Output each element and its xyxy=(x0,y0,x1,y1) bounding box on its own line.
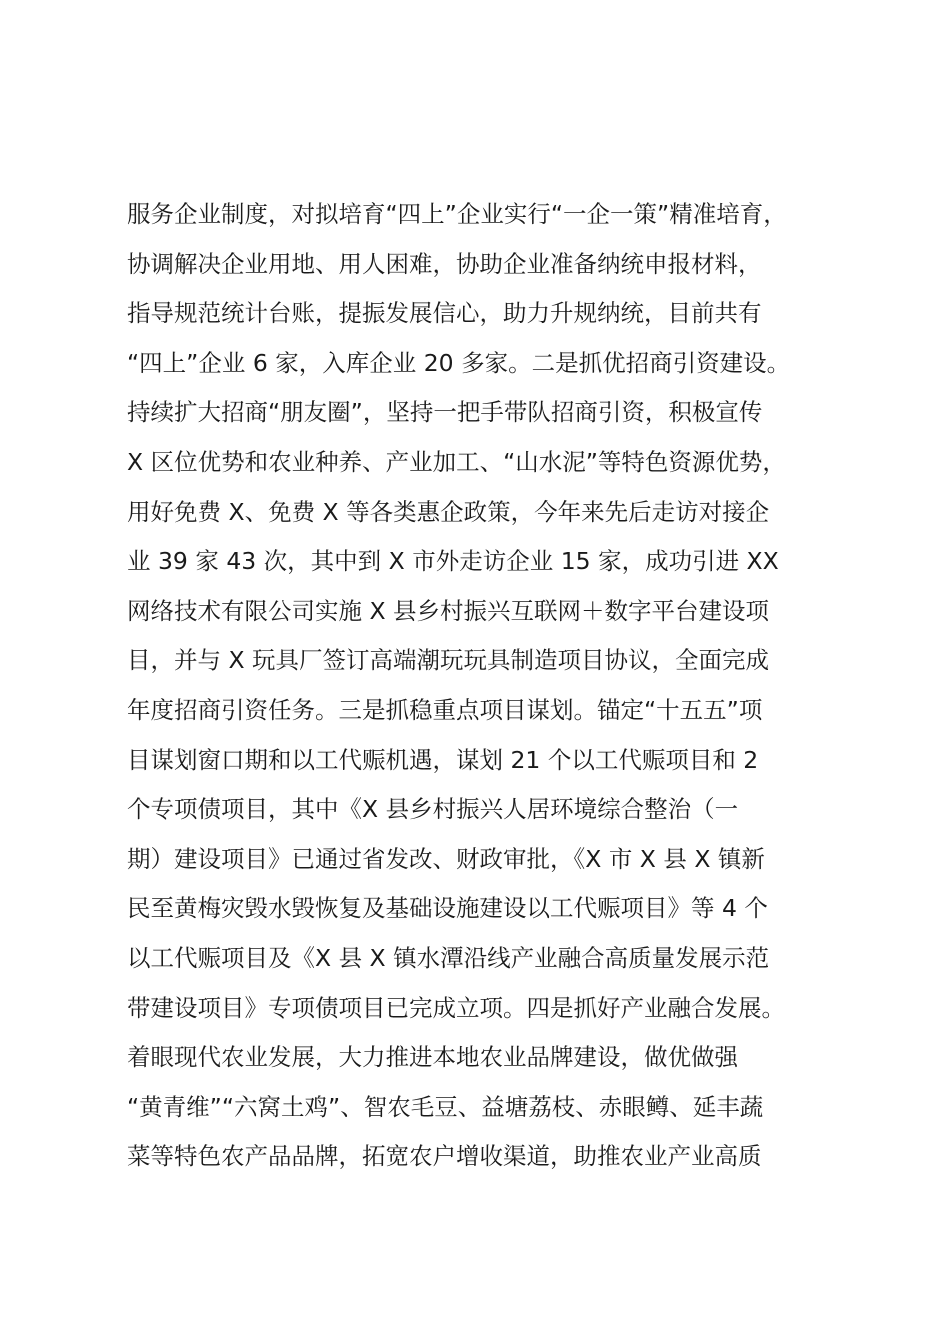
text-line-16: 以工代赈项目及《X 县 X 镇水潭沿线产业融合高质量发展示范 xyxy=(127,943,770,972)
text-line-10: 目，并与 X 玩具厂签订高端潮玩玩具制造项目协议，全面完成 xyxy=(127,646,770,675)
text-line-8: 业 39 家 43 次，其中到 X 市外走访企业 15 家，成功引进 XX xyxy=(127,547,779,576)
text-line-20: 菜等特色农产品品牌，拓宽农户增收渠道，助推农业产业高质 xyxy=(127,1142,762,1171)
text-line-15: 民至黄梅灾毁水毁恢复及基础设施建设以工代赈项目》等 4 个 xyxy=(127,894,768,923)
text-line-17: 带建设项目》专项债项目已完成立项。四是抓好产业融合发展。 xyxy=(127,993,785,1022)
body-paragraph xyxy=(127,190,857,1182)
text-line-2: 协调解决企业用地、用人困难，协助企业准备纳统申报材料， xyxy=(127,249,762,278)
text-line-11: 年度招商引资任务。三是抓稳重点项目谋划。锚定“十五五”项 xyxy=(127,695,763,724)
text-line-5: 持续扩大招商“朋友圈”，坚持一把手带队招商引资，积极宣传 xyxy=(127,398,763,427)
text-line-14: 期）建设项目》已通过省发改、财政审批，《X 市 X 县 X 镇新 xyxy=(127,844,765,873)
text-line-7: 用好免费 X、免费 X 等各类惠企政策，今年来先后走访对接企 xyxy=(127,497,770,526)
text-line-9: 网络技术有限公司实施 X 县乡村振兴互联网＋数字平台建设项 xyxy=(127,596,770,625)
text-line-4: “四上”企业 6 家，入库企业 20 多家。二是抓优招商引资建设。 xyxy=(127,348,791,377)
text-line-19: “黄青维”“六窝土鸡”、智农毛豆、益塘荔枝、赤眼鳟、延丰蔬 xyxy=(127,1092,764,1121)
text-line-6: X 区位优势和农业种养、产业加工、“山水泥”等特色资源优势， xyxy=(127,447,786,476)
text-line-18: 着眼现代农业发展，大力推进本地农业品牌建设，做优做强 xyxy=(127,1043,738,1072)
text-line-12: 目谋划窗口期和以工代赈机遇，谋划 21 个以工代赈项目和 2 xyxy=(127,745,759,774)
text-line-13: 个专项债项目，其中《X 县乡村振兴人居环境综合整治（一 xyxy=(127,795,739,824)
text-line-3: 指导规范统计台账，提振发展信心，助力升规纳统，目前共有 xyxy=(127,299,762,328)
text-line-1: 服务企业制度，对拟培育“四上”企业实行“一企一策”精准培育， xyxy=(127,200,787,228)
